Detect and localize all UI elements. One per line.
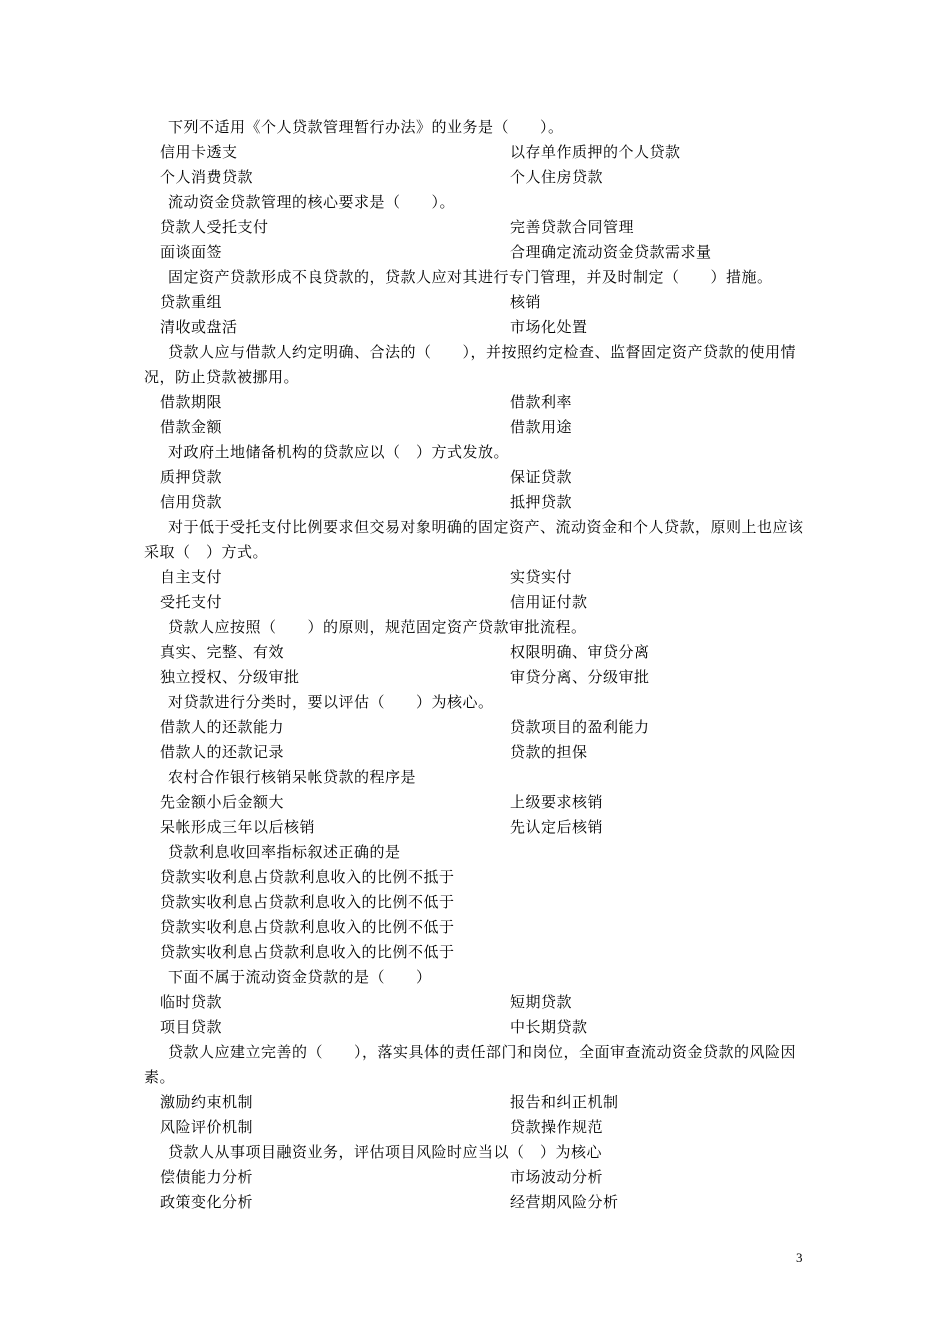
- option-a: 贷款实收利息占贷款利息收入的比例不抵于: [160, 868, 455, 886]
- question-stem: 对政府土地储备机构的贷款应以（ ）方式发放。: [168, 443, 510, 461]
- option-a: 真实、完整、有效: [160, 643, 285, 661]
- option-c: 独立授权、分级审批: [160, 668, 300, 686]
- option-b: 权限明确、审贷分离: [510, 643, 650, 661]
- option-c: 个人消费贷款: [160, 168, 254, 186]
- option-c: 清收或盘活: [160, 318, 238, 336]
- question-stem: 贷款人应与借款人约定明确、合法的（ ），并按照约定检查、监督固定资产贷款的使用情况，防止贷款被挪用。: [144, 343, 797, 386]
- option-d: 中长期贷款: [510, 1018, 588, 1036]
- option-a: 借款期限: [160, 393, 223, 411]
- option-b: 核销: [510, 293, 542, 311]
- option-d: 先认定后核销: [510, 818, 604, 836]
- option-c: 项目贷款: [160, 1018, 223, 1036]
- question-stem: 对贷款进行分类时，要以评估（ ）为核心。: [168, 693, 494, 711]
- option-c: 呆帐形成三年以后核销: [160, 818, 316, 836]
- option-c: 借款金额: [160, 418, 223, 436]
- option-b: 市场波动分析: [510, 1168, 604, 1186]
- question-stem: 贷款人应建立完善的（ ），落实具体的责任部门和岗位，全面审查流动资金贷款的风险因素。: [144, 1043, 797, 1086]
- option-b: 短期贷款: [510, 993, 573, 1011]
- option-a: 先金额小后金额大: [160, 793, 285, 811]
- option-b: 借款利率: [510, 393, 573, 411]
- option-a: 借款人的还款能力: [160, 718, 285, 736]
- question-stem: 流动资金贷款管理的核心要求是（ ）。: [168, 193, 456, 211]
- question-stem: 固定资产贷款形成不良贷款的，贷款人应对其进行专门管理，并及时制定（ ）措施。: [168, 268, 773, 286]
- option-d: 贷款实收利息占贷款利息收入的比例不低于: [160, 943, 455, 961]
- question-stem: 农村合作银行核销呆帐贷款的程序是: [168, 768, 417, 786]
- question-stem: 下列不适用《个人贷款管理暂行办法》的业务是（ ）。: [168, 118, 564, 136]
- option-b: 实贷实付: [510, 568, 573, 586]
- question-stem: 贷款利息收回率指标叙述正确的是: [168, 843, 401, 861]
- option-d: 借款用途: [510, 418, 573, 436]
- option-d: 市场化处置: [510, 318, 588, 336]
- option-b: 报告和纠正机制: [510, 1093, 619, 1111]
- option-a: 质押贷款: [160, 468, 223, 486]
- page-number: 3: [796, 1250, 803, 1265]
- option-a: 临时贷款: [160, 993, 223, 1011]
- option-a: 自主支付: [160, 568, 223, 586]
- question-stem: 下面不属于流动资金贷款的是（ ）: [168, 968, 432, 986]
- option-b: 贷款实收利息占贷款利息收入的比例不低于: [160, 893, 455, 911]
- option-d: 信用证付款: [510, 593, 588, 611]
- option-c: 借款人的还款记录: [160, 743, 285, 761]
- option-a: 贷款人受托支付: [160, 218, 269, 236]
- option-d: 经营期风险分析: [510, 1193, 619, 1211]
- option-c: 面谈面签: [160, 243, 223, 261]
- option-d: 审贷分离、分级审批: [510, 668, 650, 686]
- option-a: 信用卡透支: [160, 143, 238, 161]
- question-stem: 贷款人应按照（ ）的原则，规范固定资产贷款审批流程。: [168, 618, 587, 636]
- option-a: 激励约束机制: [160, 1093, 254, 1111]
- option-c: 政策变化分析: [160, 1193, 254, 1211]
- option-d: 抵押贷款: [510, 493, 573, 511]
- option-d: 贷款的担保: [510, 743, 588, 761]
- question-stem: 贷款人从事项目融资业务，评估项目风险时应当以（ ）为核心: [168, 1143, 603, 1161]
- option-a: 偿债能力分析: [160, 1168, 254, 1186]
- option-a: 贷款重组: [160, 293, 223, 311]
- option-b: 保证贷款: [510, 468, 573, 486]
- option-d: 贷款操作规范: [510, 1118, 604, 1136]
- option-c: 信用贷款: [160, 493, 223, 511]
- option-b: 以存单作质押的个人贷款: [510, 143, 681, 161]
- option-d: 个人住房贷款: [510, 168, 604, 186]
- option-b: 完善贷款合同管理: [510, 218, 635, 236]
- question-stem: 对于低于受托支付比例要求但交易对象明确的固定资产、流动资金和个人贷款，原则上也应该采取（ ）方式。: [144, 518, 804, 561]
- option-c: 贷款实收利息占贷款利息收入的比例不低于: [160, 918, 455, 936]
- option-b: 贷款项目的盈利能力: [510, 718, 650, 736]
- option-c: 受托支付: [160, 593, 223, 611]
- option-b: 上级要求核销: [510, 793, 604, 811]
- option-d: 合理确定流动资金贷款需求量: [510, 243, 712, 261]
- option-c: 风险评价机制: [160, 1118, 254, 1136]
